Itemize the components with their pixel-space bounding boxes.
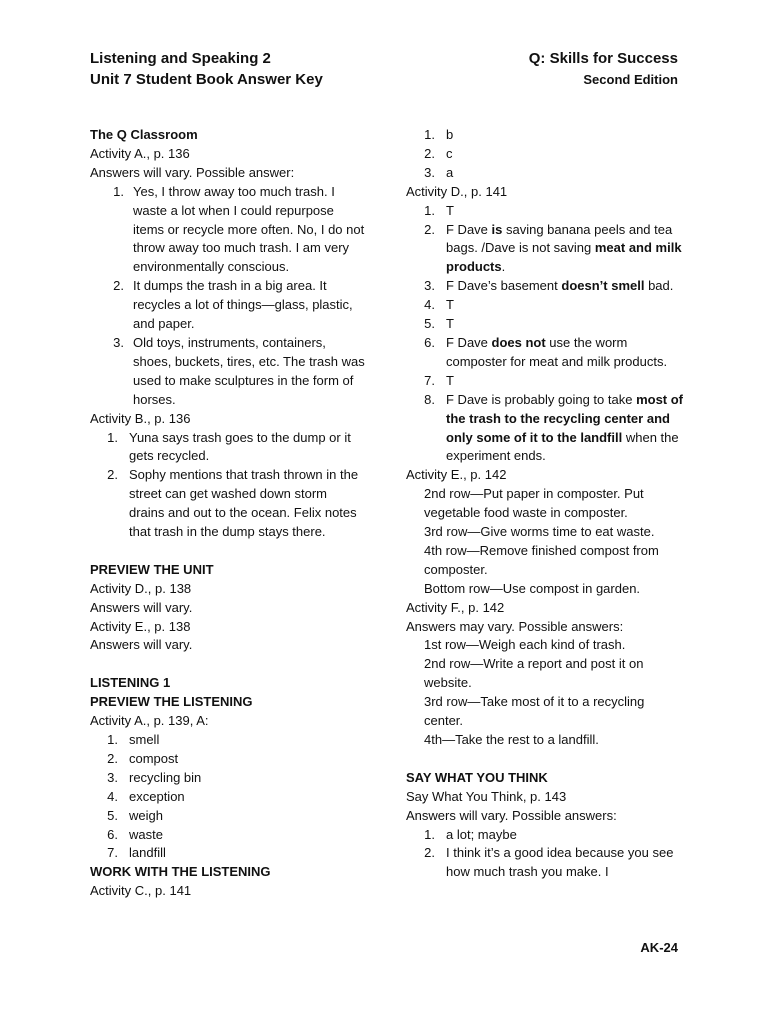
item-number: 7. [107,845,118,861]
bold-run: is [491,221,503,237]
item-text: waste [129,826,163,842]
item-text: Yes, I throw away too much trash. I waste a lot when I could repurpose items or recycle more often. No, I do not throw away too much trash. I am very environmentally conscious. [133,183,365,275]
item-number: 4. [424,297,435,313]
item-number: 3. [424,164,435,180]
spacer [90,655,365,674]
item-text: exception [129,788,185,804]
text-run: F Dave’s basement [446,278,562,294]
list-item [90,807,365,826]
row-answer: 2nd row—Write a report and post it on website. [424,656,644,691]
left-column [90,126,365,901]
numbered-list [90,183,365,410]
book-title: Listening and Speaking 2 [90,50,271,67]
item-number: 3. [107,769,118,785]
section-heading: SAY WHAT YOU THINK [406,769,548,785]
row-answers [406,485,686,598]
series-title: Q: Skills for Success [528,50,678,67]
item-number: 5. [424,316,435,332]
row-answers [406,636,686,749]
item-text: T [446,297,454,313]
spacer [90,542,365,561]
header-left [90,48,323,90]
list-item [406,145,686,164]
activity-label: Activity A., p. 136 [90,145,190,161]
bold-run: most of the trash to the recycling center and only some of it to the landfill [446,391,684,445]
text-run: saving banana peels and tea bags. /Dave is not saving [446,221,673,256]
activity-label: Activity B., p. 136 [90,410,191,426]
row-answer: Bottom row—Use compost in garden. [424,580,641,596]
row-answer: 4th row—Remove finished compost from composter. [424,542,659,577]
item-number: 1. [424,202,435,218]
text-run: when the experiment ends. [446,429,679,464]
list-item [406,844,686,882]
list-item [406,202,686,221]
item-number: 6. [107,826,118,842]
list-item [90,466,365,542]
item-number: 3. [113,334,124,350]
item-text [446,277,686,296]
list-item [406,164,686,183]
item-number: 1. [424,826,435,842]
row-answer: 3rd row—Take most of it to a recycling center. [424,694,645,729]
answer-text: Answers will vary. [90,637,193,653]
activity-label: Activity D., p. 138 [90,580,192,596]
list-item [90,731,365,750]
list-item [90,844,365,863]
item-text: a [446,164,454,180]
header-right [529,48,678,90]
section-heading: The Q Classroom [90,127,198,142]
item-number: 2. [424,145,435,161]
bold-run: doesn’t smell [561,278,645,294]
item-number: 4. [107,788,118,804]
item-text: It dumps the trash in a big area. It recycles a lot of things—glass, plastic, and paper. [133,278,353,332]
activity-label: Activity F., p. 142 [406,599,505,615]
item-text: smell [129,731,160,747]
list-item [406,391,686,467]
activity-label: Activity E., p. 138 [90,618,191,634]
unit-title: Unit 7 Student Book Answer Key [90,71,323,88]
list-item [406,334,686,372]
item-text: landfill [129,845,166,861]
text-run: F Dave [446,221,492,237]
item-number: 2. [424,845,435,861]
item-number: 3. [424,278,435,294]
text-run: F Dave is probably going to take [446,391,637,407]
list-item [90,277,365,334]
numbered-list [406,126,686,183]
row-answer: 4th—Take the rest to a landfill. [424,732,599,747]
item-text: compost [129,750,179,766]
list-item [90,826,365,845]
answer-intro: Answers may vary. Possible answers: [406,618,624,634]
list-item [90,183,365,278]
item-number: 2. [113,278,124,294]
item-text: a lot; maybe [446,826,517,842]
numbered-list [90,429,365,542]
text-run: F Dave [446,334,492,350]
item-text: Yuna says trash goes to the dump or it gets recycled. [129,429,351,464]
bold-run: meat and milk products [446,240,682,275]
item-number: 8. [424,391,435,407]
list-item [90,334,365,410]
item-number: 2. [107,750,118,766]
activity-label: Activity C., p. 141 [90,883,192,899]
item-text: T [446,316,454,332]
activity-label: Say What You Think, p. 143 [406,788,567,804]
list-item [90,769,365,788]
list-item [406,296,686,315]
answer-intro: Answers will vary. Possible answers: [406,807,617,823]
numbered-list [406,826,686,883]
item-text: b [446,127,454,142]
list-item [406,315,686,334]
item-number: 5. [107,807,118,823]
numbered-list [90,731,365,863]
list-item [406,372,686,391]
item-text: T [446,372,454,388]
item-text: Sophy mentions that trash thrown in the street can get washed down storm drains and out to the ocean. Felix notes that trash in the dump stays there. [129,467,359,540]
section-heading: WORK WITH THE LISTENING [90,864,271,880]
activity-label: Activity D., p. 141 [406,183,508,199]
list-item [90,788,365,807]
item-number: 1. [113,183,124,199]
row-answer: 1st row—Weigh each kind of trash. [424,637,626,653]
item-number: 1. [424,127,435,142]
item-number: 7. [424,372,435,388]
list-item [406,826,686,845]
right-column [406,126,686,882]
edition-label: Second Edition [583,72,678,87]
bold-run: does not [491,334,546,350]
item-text: recycling bin [129,769,202,785]
section-heading: LISTENING 1 [90,675,171,691]
section-heading: PREVIEW THE UNIT [90,561,214,577]
list-item [406,126,686,145]
item-text [446,221,686,278]
item-text: c [446,145,453,161]
section-heading: PREVIEW THE LISTENING [90,694,253,710]
answer-text: Answers will vary. [90,599,193,615]
item-number: 1. [107,429,118,445]
activity-label: Activity E., p. 142 [406,467,507,483]
item-number: 6. [424,334,435,350]
list-item [406,277,686,296]
row-answer: 2nd row—Put paper in composter. Put vegetable food waste in composter. [424,486,644,521]
item-number: 2. [424,221,435,237]
page-number: AK-24 [640,940,678,955]
text-run: use the worm composter for meat and milk products. [446,334,668,369]
list-item [90,750,365,769]
item-text [446,391,686,467]
list-item [90,429,365,467]
item-text: weigh [129,807,163,823]
activity-label: Activity A., p. 139, A: [90,713,209,729]
spacer [406,750,686,769]
item-text [446,334,686,372]
item-text: Old toys, instruments, containers, shoes, buckets, tires, etc. The trash was used to make sculptures in the form of horses. [133,334,365,407]
text-run: . [501,259,506,275]
item-number: 2. [107,467,118,483]
list-item [406,221,686,278]
answer-intro: Answers will vary. Possible answer: [90,164,295,180]
item-number: 1. [107,731,118,747]
item-text: I think it’s a good idea because you see how much trash you make. I [446,845,674,880]
item-text: T [446,202,454,218]
row-answer: 3rd row—Give worms time to eat waste. [424,524,655,540]
text-run: bad. [644,278,674,294]
